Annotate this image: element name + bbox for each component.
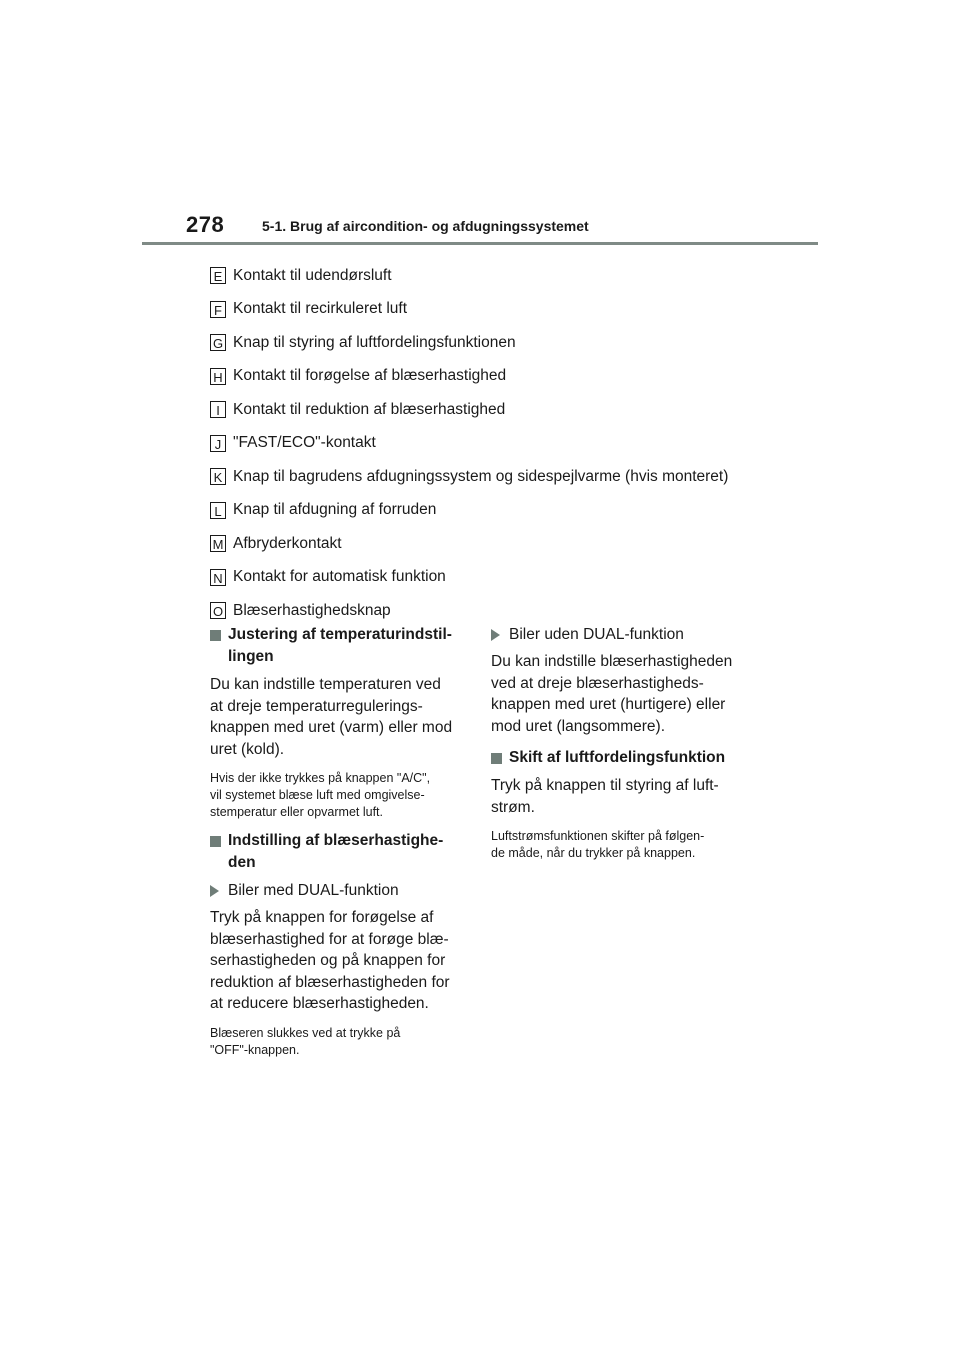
note-line: vil systemet blæse luft med omgivelse- [210,788,425,802]
legend-item [210,527,810,561]
text-line: Du kan indstille blæserhastigheden [491,653,733,670]
legend-letter-badge: H [210,368,226,385]
label-text: Biler uden DUAL-funktion [509,626,684,643]
legend-item [210,393,810,427]
temperature-paragraph [210,674,465,760]
note-line: Hvis der ikke trykkes på knappen "A/C", [210,771,431,785]
legend-text: Kontakt til recirkuleret luft [233,300,408,318]
legend-item [210,427,810,461]
note-line: stemperatur eller opvarmet luft. [210,805,383,819]
text-line: ved at dreje blæserhastigheds- [491,674,704,692]
legend-letter-badge: F [210,301,226,318]
text-line: Du kan indstille temperaturen ved [210,676,441,693]
left-column [210,624,465,1068]
square-bullet-icon [210,836,221,847]
temperature-heading [210,624,465,668]
legend-item [210,494,810,528]
text-line: reduktion af blæserhastigheden for [210,973,450,991]
text-line: serhastigheden og på knappen for [210,952,446,969]
legend-letter-badge: M [210,535,226,552]
text-line: knappen med uret (varm) eller mod [210,719,453,736]
text-line: at dreje temperaturregulerings- [210,697,423,715]
heading-line: lingen [228,648,274,665]
text-line: Tryk på knappen for forøgelse af [210,909,434,926]
legend-text: "FAST/ECO"-kontakt [233,434,376,452]
square-bullet-icon [491,753,502,764]
legend-text: Knap til bagrudens afdugningssystem og sidespejlvarme (hvis monteret) [233,467,729,485]
legend-item [210,326,810,360]
legend-letter-badge: E [210,267,226,284]
section-title: 5-1. Brug af aircondition- og afdugningssystemet [262,218,589,234]
temperature-note [210,770,465,821]
legend-letter-badge: O [210,602,226,619]
dual-function-label [210,880,465,902]
airflow-note [491,828,746,862]
text-line: at reducere blæserhastigheden. [210,995,429,1012]
legend-item [210,360,810,394]
legend-text: Kontakt til udendørsluft [233,266,392,284]
legend-text: Kontakt til reduktion af blæserhastighed [233,400,506,418]
no-dual-function-label [491,624,746,646]
legend-letter-badge: L [210,502,226,519]
note-line: Blæseren slukkes ved at trykke på [210,1025,401,1040]
legend-text: Knap til afdugning af forruden [233,501,437,519]
legend-item [210,293,810,327]
legend-letter-badge: I [210,401,226,418]
triangle-bullet-icon [491,629,500,641]
no-dual-function-paragraph [491,651,746,737]
heading-text [228,830,443,874]
legend-letter-badge: G [210,334,226,351]
legend-item [210,561,810,595]
legend-item [210,460,810,494]
component-legend [210,259,810,628]
header-divider [142,242,818,245]
legend-text: Knap til styring af luftfordelingsfunktionen [233,333,516,351]
legend-text: Kontakt for automatisk funktion [233,568,446,586]
airflow-paragraph [491,775,746,818]
text-line: Tryk på knappen til styring af luft- [491,777,719,794]
text-line: uret (kold). [210,740,285,758]
label-text: Biler med DUAL-funktion [228,882,399,899]
legend-letter-badge: K [210,468,226,485]
heading-line: den [228,854,256,871]
fan-speed-heading [210,830,465,874]
note-line: Luftstrømsfunktionen skifter på følgen- [491,829,705,843]
square-bullet-icon [210,630,221,641]
text-line: blæserhastighed for at forøge blæ- [210,930,449,948]
off-note [210,1025,465,1059]
legend-item [210,259,810,293]
legend-text: Blæserhastighedsknap [233,601,391,619]
text-line: knappen med uret (hurtigere) eller [491,696,726,713]
legend-letter-badge: N [210,569,226,586]
heading-text [228,624,452,668]
dual-function-paragraph [210,907,465,1015]
triangle-bullet-icon [210,885,219,897]
text-line: mod uret (langsommere). [491,717,666,735]
note-line: de måde, når du trykker på knappen. [491,846,696,860]
legend-text: Kontakt til forøgelse af blæserhastighed [233,367,507,385]
heading-line: Indstilling af blæserhastighe- [228,832,444,849]
legend-item [210,594,810,628]
text-line: strøm. [491,798,535,816]
heading-text: Skift af luftfordelingsfunktion [509,749,726,766]
right-column [491,624,746,871]
legend-letter-badge: J [210,435,226,452]
page-number: 278 [186,212,225,237]
note-line: "OFF"-knappen. [210,1042,300,1057]
legend-text: Afbryderkontakt [233,534,342,552]
airflow-heading [491,747,746,769]
heading-line: Justering af temperaturindstil- [228,626,452,643]
